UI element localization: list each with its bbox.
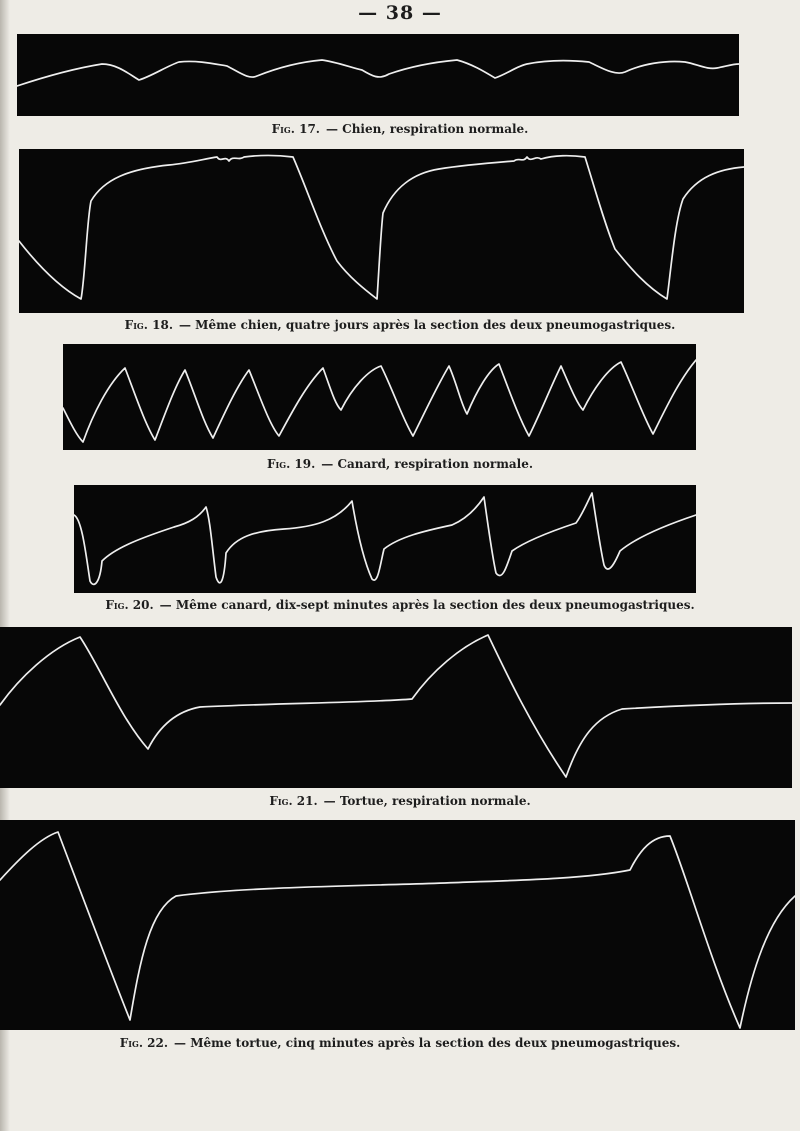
fig-17-trace [17, 60, 739, 86]
fig-22-caption-text: — Même tortue, cinq minutes après la section des deux pneumogastriques. [174, 1036, 681, 1050]
fig-19-caption-text: — Canard, respiration normale. [321, 457, 534, 471]
fig-20-caption-text: — Même canard, dix-sept minutes après la section des deux pneumogastriques. [159, 598, 695, 612]
fig-18-label: Fig. 18. [124, 318, 173, 332]
fig-18-tracing [19, 149, 744, 313]
fig-21-caption-text: — Tortue, respiration normale. [323, 794, 531, 808]
fig-22-tracing [0, 820, 795, 1030]
fig-22-caption [0, 1036, 800, 1050]
fig-21-label: Fig. 21. [269, 794, 318, 808]
fig-22-trace [0, 832, 795, 1028]
fig-20-tracing [74, 485, 696, 593]
fig-22-label: Fig. 22. [119, 1036, 169, 1050]
page-number: — 38 — [358, 2, 442, 24]
fig-18-caption [0, 318, 800, 332]
fig-17-caption-text: — Chien, respiration normale. [325, 122, 529, 136]
fig-20-label: Fig. 20. [105, 598, 154, 612]
fig-20-caption [0, 598, 800, 612]
fig-19-caption [0, 457, 800, 471]
fig-17-tracing [17, 34, 739, 116]
fig-19-label: Fig. 19. [266, 457, 316, 471]
fig-18-trace [19, 156, 744, 300]
fig-19-tracing [63, 344, 696, 450]
fig-21-tracing [0, 627, 792, 788]
fig-20-trace [74, 493, 696, 584]
fig-21-trace [0, 635, 792, 777]
fig-21-caption [0, 794, 800, 808]
fig-17-caption [0, 122, 800, 136]
fig-18-caption-text: — Même chien, quatre jours après la section des deux pneumogastriques. [179, 318, 676, 332]
fig-19-trace [63, 360, 696, 442]
fig-17-label: Fig. 17. [271, 122, 320, 136]
